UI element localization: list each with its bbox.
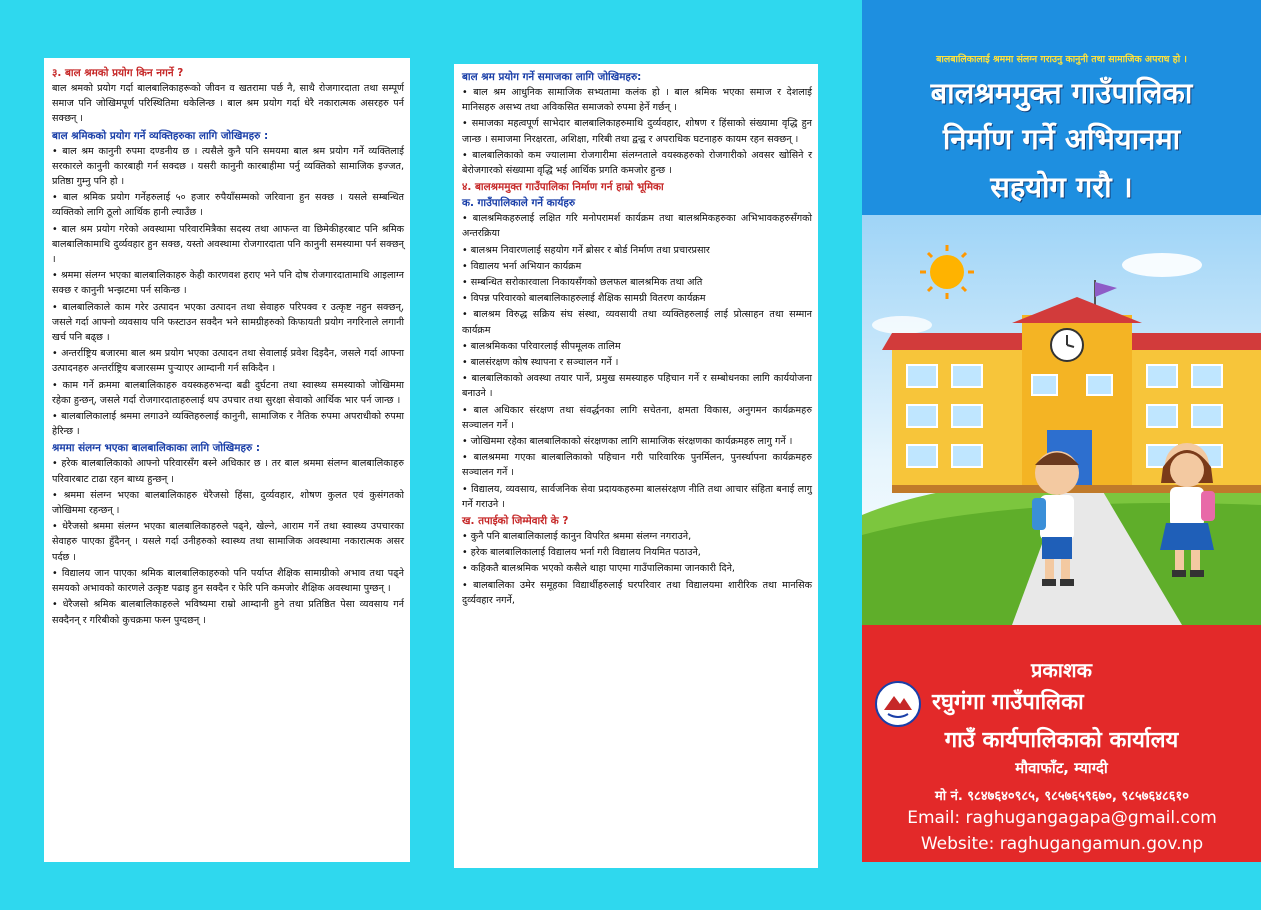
list-item: • श्रममा संलग्न भएका बालबालिकाहरु धेरैजसो हिंसा, दुर्व्यवहार, शोषण कुलत एवं कुसंगतको जोखिममा रहन्छन् । [52,488,404,518]
cover-title-line-3: सहयोग गरौ । [990,170,1133,204]
list-item: • कुनै पनि बालबालिकालाई कानुन विपरित श्रममा संलग्न नगराउने, [462,529,812,544]
publisher-email: Email: raghugangagapa@gmail.com [907,808,1217,828]
publisher-address: मौवाफाँट, म्याग्दी [1015,759,1108,777]
list-item: • बालबालिकालाई श्रममा लगाउने व्यक्तिहरुलाई कानुनी, सामाजिक र नैतिक रुपमा अपराधीको रुपमा हेरिन्छ । [52,409,404,439]
list-item: • हरेक बालबालिकाको आफ्नो परिवारसँग बस्ने अधिकार छ । तर बाल श्रममा संलग्न बालबालिकाहरु परिवारबाट टाढा रहन बाध्य हुन्छन् । [52,456,404,486]
list-item: • जोखिममा रहेका बालबालिकाको संरक्षणका लागि सामाजिक संरक्षणका कार्यक्रमहरु लागु गर्ने । [462,434,812,449]
list-item: • श्रममा संलग्न भएका बालबालिकाहरु केही कारणवश हराए भने पनि दोष रोजगारदातामाथि आइलाग्न सक्छ र कानुनी भन्झटमा पर्न सकिन्छ । [52,268,404,298]
cover-title-line-1: बालश्रममुक्त गाउँपालिका [930,76,1193,110]
list-item: • विद्यालय, व्यवसाय, सार्वजनिक सेवा प्रदायकहरुमा बालसंरक्षण नीति तथा आचार संहिता बनाई लागु गर्ने गराउने । [462,482,812,512]
intro-paragraph: बाल श्रमको प्रयोग गर्दा बालबालिकाहरूको जीवन व खतरामा पर्छ नै, साथै रोजगारदाता तथा सम्पूर्ण समाज पनि जोखिमपूर्ण परिस्थितिमा धकेलिन्छ । बाल श्रम प्रयोग गर्दा धेरै नकारात्मक असरहरु पर्न सक्छन् । [52,83,404,125]
publisher-phone: मो नं. ९८४७६४०९८५, ९८५७६५९६७०, ९८५७६४८६१० [934,789,1190,804]
government-emblem-icon [874,680,922,728]
list-item: • बालश्रमिकहरुलाई लक्षित गरि मनोपरामर्श कार्यक्रम तथा बालश्रमिकहरुका अभिभावकहरुसँगको अन्तरक्रिया [462,211,812,241]
section-heading-why: ३. बाल श्रमको प्रयोग किन नगर्ने ? [52,67,184,79]
list-item: • धेरैजसो श्रमिक बालबालिकाहरुले भविष्यमा राम्रो आम्दानी हुने तथा प्रतिष्ठित पेसा व्यवसाय गर्न सक्दैनन् र गरिबीको कुचक्रमा फस्न पुग्दछन् । [52,597,404,627]
list-item: • बालश्रम निवारणलाई सहयोग गर्ने ब्रोसर र बोर्ड निर्माण तथा प्रचारप्रसार [462,243,812,258]
publisher-label: प्रकाशक [1031,658,1092,682]
list-item: • बाल श्रम प्रयोग गरेको अवस्थामा परिवारमित्रैका सदस्य तथा आफन्त वा छिमेकीहरबाट पनि श्रमिक बालबालिकामाथि दुर्व्यवहार हुन सक्छ, यस्तो अवस्थामा रोजगारदाता पनि कानुनी समस्यामा पर्न सक्छन् । [52,222,404,268]
middle-panel [454,64,818,868]
list-item: • कहिकतै बालश्रमिक भएको कसैले थाहा पाएमा गाउँपालिकामा जानकारी दिने, [462,561,812,576]
cover-tagline: बालबालिकालाई श्रममा संलग्न गराउनु कानुनी तथा सामाजिक अपराध हो । [936,54,1187,65]
list-item: • बालश्रम विरुद्ध सक्रिय संघ संस्था, व्यवसायी तथा व्यक्तिहरुलाई लाई प्रोत्साहन तथा सम्मान कार्यक्रम [462,307,812,337]
section-heading-our-role: ४. बालश्रममुक्त गाउँपालिका निर्माण गर्न हाम्रो भूमिका [462,181,664,194]
society-risks-list [462,85,812,178]
list-item: • समाजका महत्वपूर्ण साभेदार बालबालिकाहरुमाथि दुर्व्यवहार, शोषण र हिंसाको संख्यामा वृद्धि हुन जान्छ । समाजमा निरक्षरता, अशिक्षा, गरिबी तथा द्वन्द्व र अपराधिक घटनाहरु कायम रहन सक्छन् । [462,116,812,146]
cover-panel [862,0,1261,910]
employer-risks-list [52,144,404,440]
list-item: • बालबालिकाको अवस्था तयार पार्ने, प्रमुख समस्याहरु पहिचान गर्ने र सम्बोधनका लागि कार्ययोजना बनाउने । [462,371,812,401]
section-heading-employer-risks: बाल श्रमिकको प्रयोग गर्ने व्यक्तिहरुका लागि जोखिमहरु : [52,129,269,142]
publisher-name: रघुगंगा गाउँपालिका [932,690,1084,715]
list-item: • बालबालिकाले काम गरेर उत्पादन भएका उत्पादन तथा सेवाहरु परिपक्व र उत्कृष्ट नहुन सक्छन्, जसले गर्दा आफ्नो व्यवसाय पनि फस्टाउन सक्दैन भने सामग्रीहरुको किफायती प्रयोग नगरिनाले लगानी खर्च पनि बढ्छ । [52,300,404,346]
child-risks-list [52,456,404,627]
responsibility-list [462,529,812,608]
list-item: • काम गर्ने क्रममा बालबालिकाहरु वयस्कहरुभन्दा बढी दुर्घटना तथा स्वास्थ्य समस्याको जोखिममा रहेका हुन्छन्, जसले गर्दा रोजगारदाताहरुलाई थप उपचार तथा सुरक्षा सेवाको आर्थिक भार पर्न जान्छ । [52,378,404,408]
list-item: • बाल श्रम कानुनी रुपमा दण्डनीय छ । त्यसैले कुनै पनि समयमा बाल श्रम प्रयोग गर्ने व्यक्तिलाई सरकारले कानुनी कारबाही गर्न सक्दछ । यसरी कानुनी कारबाहीमा पर्नु व्यक्तिको सामाजिक इज्जत, प्रतिष्ठा गुम्नु पनि हो । [52,144,404,190]
list-item: • अन्तर्राष्ट्रिय बजारमा बाल श्रम प्रयोग भएका उत्पादन तथा सेवालाई प्रवेश दिइदैन, जसले गर्दा आफ्ना उत्पादनहरु अन्तर्राष्ट्रिय बजारसम्म पुऱ्याएर आम्दानी गर्न सकिदैन । [52,346,404,376]
list-item: • बाल श्रम आधुनिक सामाजिक सभ्यतामा कलंक हो । बाल श्रमिक भएका समाज र देशलाई मानिसहरु असभ्य तथा अविकसित समाजको रुपमा हेर्ने गर्छन् । [462,85,812,115]
list-item: • विद्यालय जान पाएका श्रमिक बालबालिकाहरुको पनि पर्याप्त शैक्षिक सामाग्रीको अभाव तथा पढ्ने समयको अभावको कारणले उत्कृष्ट पढाइ हुन सक्दैन र फेरि पनि कमजोर शैक्षिक अवस्थामा पुग्छन् । [52,566,404,596]
list-item: • बालबालिकाको कम ज्यालामा रोजगारीमा संलग्नताले वयस्कहरुको रोजगारीको अवसर खोसिने र बेरोजगारको संख्यामा वृद्धि भई आर्थिक प्रगति कमजोर हुन्छ । [462,148,812,178]
school-children-illustration [862,215,1261,625]
list-item: • धेरैजसो श्रममा संलग्न भएका बालबालिकाहरुले पढ्ने, खेल्ने, आराम गर्ने तथा स्वास्थ्य उपचारका सेवाहरु पाएका हुँदैनन् । यसले गर्दा उनीहरुको स्वास्थ्य तथा सामाजिक अवस्थामा नकारात्मक असर पर्दछ । [52,519,404,565]
list-item: • बाल अधिकार संरक्षण तथा संवर्द्धनका लागि सचेतना, क्षमता विकास, अनुगमन कार्यक्रमहरु सञ्चालन गर्ने । [462,403,812,433]
list-item: • विद्यालय भर्ना अभियान कार्यक्रम [462,259,812,274]
section-heading-society-risks: बाल श्रम प्रयोग गर्ने समाजका लागि जोखिमहरु: [462,71,642,83]
publisher-office: गाउँ कार्यपालिकाको कार्यालय [944,728,1179,753]
list-item: • बालश्रमिकका परिवारलाई सीपमूलक तालिम [462,339,812,354]
list-item: • बाल श्रमिक प्रयोग गर्नेहरुलाई ५० हजार रुपैयाँसम्मको जरिवाना हुन सक्छ । यसले सम्बन्धित व्यक्तिको लागि ठूलो आर्थिक हानी ल्याउँछ । [52,190,404,220]
section-heading-child-risks: श्रममा संलग्न भएका बालबालिकाका लागि जोखिमहरु : [52,442,260,455]
section-heading-your-responsibility: ख. तपाईको जिम्मेवारी के ? [462,515,569,528]
sun-icon [920,245,974,299]
left-panel [44,58,410,862]
section-heading-municipality-tasks: क. गाउँपालिकाले गर्ने कार्यहरु [462,197,576,210]
list-item: • बालबालिका उमेर समूहका विद्यार्थीहरुलाई घरपरिवार तथा विद्यालयमा शारीरिक तथा मानसिक दुर्व्यवहार नगर्ने, [462,578,812,608]
list-item: • हरेक बालबालिकालाई विद्यालय भर्ना गरी विद्यालय नियमित पठाउने, [462,545,812,560]
list-item: • सम्बन्धित सरोकारवाला निकायसँगको छलफल बालश्रमिक तथा अति [462,275,812,290]
list-item: • बालश्रममा गएका बालबालिकाको पहिचान गरी पारिवारिक पुनर्मिलन, पुनर्स्थापना कार्यक्रमहरु सञ्चालन गर्ने । [462,450,812,480]
list-item: • बालसंरक्षण कोष स्थापना र सञ्चालन गर्ने । [462,355,812,370]
cover-footer-strip [862,862,1261,910]
list-item: • विपन्न परिवारको बालबालिकाहरुलाई शैक्षिक सामग्री वितरण कार्यक्रम [462,291,812,306]
municipality-tasks-list [462,211,812,512]
cover-title-line-2: निर्माण गर्ने अभियानमा [942,122,1181,156]
publisher-website: Website: raghugangamun.gov.np [920,834,1204,854]
